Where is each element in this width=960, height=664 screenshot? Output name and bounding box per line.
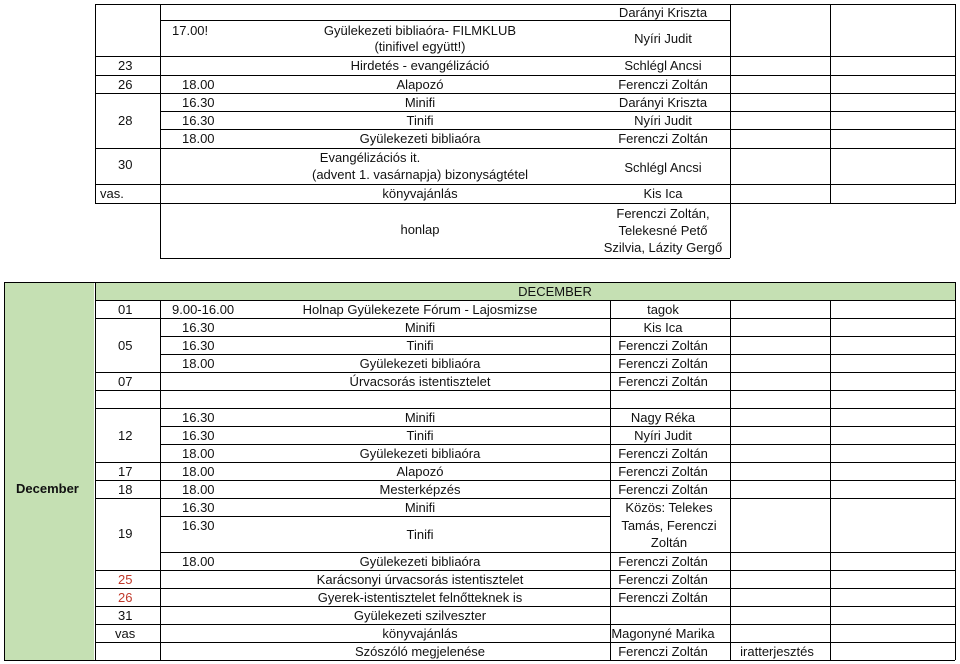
cell-person: Kis Ica	[643, 186, 683, 201]
cell-person: Ferenczi Zoltán	[618, 356, 708, 371]
cell-day: 07	[118, 374, 133, 389]
cell-time: 18.00	[182, 131, 215, 146]
cell-person: Kis Ica	[643, 320, 683, 335]
cell-time: 18.00	[182, 356, 215, 371]
cell-event: Szószóló megjelenése	[354, 644, 486, 659]
cell-person: Ferenczi Zoltán	[618, 644, 708, 659]
cell-day: 05	[118, 338, 133, 353]
cell-event: Mesterképzés	[379, 482, 461, 497]
cell-person: Darányi Kriszta	[618, 95, 708, 110]
cell-person: Ferenczi Zoltán	[618, 446, 708, 461]
cell-person: Ferenczi Zoltán	[618, 464, 708, 479]
cell-event: Gyülekezeti bibliaóra	[359, 554, 481, 569]
cell-day: 28	[118, 113, 133, 128]
cell-time: 16.30	[182, 95, 215, 110]
cell-person: Schlégl Ancsi	[624, 160, 702, 175]
cell-event: Gyülekezeti bibliaóra- FILMKLUB	[323, 23, 517, 38]
cell-day: 19	[118, 526, 133, 541]
cell-person: Ferenczi Zoltán, Telekesné Pető Szilvia, Lázity Gergő	[603, 206, 723, 255]
cell-time: 18.00	[182, 77, 215, 92]
cell-event: Hirdetés - evangélizáció	[350, 58, 490, 73]
cell-person: Ferenczi Zoltán	[618, 554, 708, 569]
cell-event: Tinifi	[406, 338, 434, 353]
cell-event: Holnap Gyülekezete Fórum - Lajosmizse	[302, 302, 538, 317]
cell-day: vas	[115, 626, 136, 641]
cell-event: Minifi	[404, 410, 436, 425]
cell-day: 26	[118, 77, 133, 92]
cell-event: Evangélizációs it.	[319, 150, 421, 165]
cell-time: 18.00	[182, 464, 215, 479]
cell-event: könyvajánlás	[382, 186, 458, 201]
cell-event: Tinifi	[406, 527, 434, 542]
cell-day: vas.	[100, 186, 124, 201]
cell-person: tagok	[647, 302, 679, 317]
cell-event: Tinifi	[406, 428, 434, 443]
cell-event: Gyülekezeti bibliaóra	[359, 131, 481, 146]
cell-person: Nyíri Judit	[634, 428, 692, 443]
cell-person-line2: Nyíri Judit	[634, 31, 692, 46]
cell-event-line2: (tinifivel együtt!)	[374, 39, 466, 54]
cell-time: 18.00	[182, 482, 215, 497]
section-header: DECEMBER	[518, 284, 592, 299]
cell-day: 18	[118, 482, 133, 497]
cell-person: Tamás, Ferenczi	[621, 518, 717, 533]
cell-person: Ferenczi Zoltán	[618, 374, 708, 389]
cell-event: Minifi	[404, 500, 436, 515]
cell-event: Tinifi	[406, 113, 434, 128]
cell-event: Minifi	[404, 95, 436, 110]
cell-day: 31	[118, 608, 133, 623]
cell-day: 25	[118, 572, 133, 587]
cell-event: Alapozó	[396, 77, 444, 92]
cell-person: Magonyné Marika	[611, 626, 715, 641]
cell-person: Ferenczi Zoltán	[618, 572, 708, 587]
cell-day: 12	[118, 428, 133, 443]
cell-time: 18.00	[182, 446, 215, 461]
cell-time: 16.30	[182, 320, 215, 335]
cell-event: könyvajánlás	[382, 626, 458, 641]
cell-person: Nagy Réka	[630, 410, 696, 425]
cell-person: Ferenczi Zoltán	[618, 77, 708, 92]
cell-time: 16.30	[182, 428, 215, 443]
month-label: December	[16, 481, 79, 496]
cell-event: Karácsonyi úrvacsorás istentisztelet	[316, 572, 524, 587]
cell-day: 17	[118, 464, 133, 479]
cell-event: Minifi	[404, 320, 436, 335]
cell-time: 16.30	[182, 410, 215, 425]
cell-person: Közös: Telekes	[625, 500, 713, 515]
cell-time: 16.30	[182, 518, 215, 533]
cell-event: Gyerek-istentisztelet felnőtteknek is	[317, 590, 523, 605]
cell-event: Gyülekezeti bibliaóra	[359, 446, 481, 461]
cell-day: 30	[118, 157, 133, 172]
cell-time: 16.30	[182, 500, 215, 515]
cell-note: iratterjesztés	[740, 644, 814, 659]
cell-time: 18.00	[182, 554, 215, 569]
cell-person-line2: Zoltán	[650, 535, 688, 550]
cell-person: Ferenczi Zoltán	[618, 482, 708, 497]
cell-event: Úrvacsorás istentisztelet	[349, 374, 491, 389]
cell-event-line2: (advent 1. vasárnapja) bizonyságtétel	[312, 167, 529, 182]
cell-person: Ferenczi Zoltán	[618, 131, 708, 146]
cell-person: Nyíri Judit	[634, 113, 692, 128]
cell-person: Ferenczi Zoltán	[618, 590, 708, 605]
cell-day: 01	[118, 302, 133, 317]
cell-time: 16.30	[182, 113, 215, 128]
cell-day: 26	[118, 590, 133, 605]
cell-time: 9.00-16.00	[172, 302, 235, 317]
cell-time: 17.00!	[172, 23, 209, 38]
cell-event: honlap	[400, 222, 440, 237]
cell-event: Gyülekezeti bibliaóra	[359, 356, 481, 371]
cell-person: Darányi Kriszta	[618, 5, 708, 20]
cell-event: Alapozó	[396, 464, 444, 479]
cell-event: Gyülekezeti szilveszter	[353, 608, 487, 623]
cell-time: 16.30	[182, 338, 215, 353]
cell-person: Schlégl Ancsi	[624, 58, 702, 73]
cell-person: Ferenczi Zoltán	[618, 338, 708, 353]
cell-day: 23	[118, 58, 133, 73]
